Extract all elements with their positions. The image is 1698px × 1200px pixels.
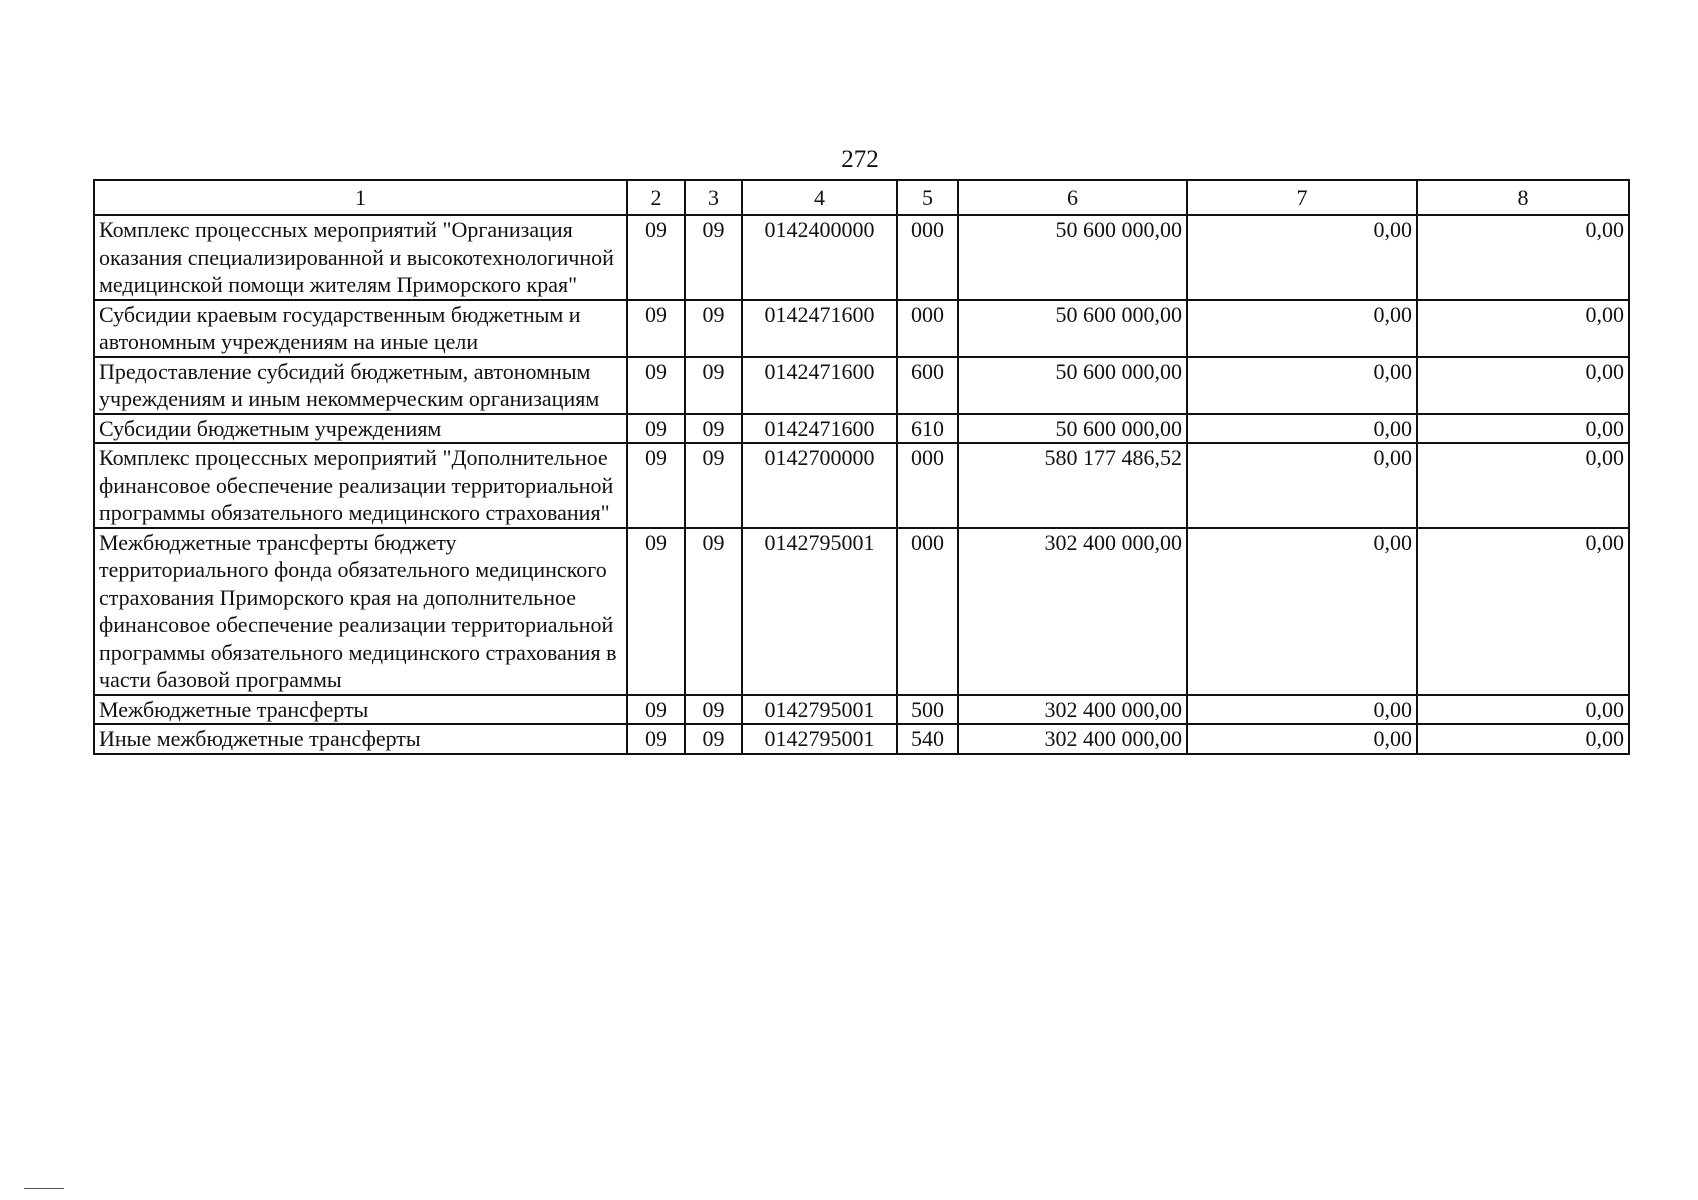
amount-col6: 580 177 486,52 <box>958 443 1187 528</box>
target-article-code: 0142700000 <box>742 443 897 528</box>
table-row <box>94 414 1629 444</box>
subsection-code: 09 <box>685 695 742 725</box>
header-cell: 6 <box>958 180 1187 215</box>
header-cell: 8 <box>1417 180 1629 215</box>
header-row <box>94 180 1629 215</box>
section-code: 09 <box>627 528 685 695</box>
amount-col6: 50 600 000,00 <box>958 300 1187 357</box>
amount-col8: 0,00 <box>1417 443 1629 528</box>
row-name: Межбюджетные трансферты бюджету территориального фонда обязательного медицинского страхования Приморского края на дополнительное финансовое обеспечение реализации территориальной программы обязательного медицинского страхования в части базовой программы <box>94 528 627 695</box>
table-row <box>94 695 1629 725</box>
table-row <box>94 528 1629 695</box>
row-name: Иные межбюджетные трансферты <box>94 724 627 754</box>
table-row <box>94 357 1629 414</box>
amount-col7: 0,00 <box>1187 528 1417 695</box>
expense-type-code: 000 <box>897 528 958 695</box>
row-name: Межбюджетные трансферты <box>94 695 627 725</box>
amount-col8: 0,00 <box>1417 528 1629 695</box>
subsection-code: 09 <box>685 300 742 357</box>
amount-col6: 50 600 000,00 <box>958 215 1187 300</box>
table-row <box>94 443 1629 528</box>
header-cell: 3 <box>685 180 742 215</box>
amount-col8: 0,00 <box>1417 724 1629 754</box>
expense-type-code: 500 <box>897 695 958 725</box>
header-cell: 2 <box>627 180 685 215</box>
table-row <box>94 215 1629 300</box>
subsection-code: 09 <box>685 528 742 695</box>
expense-type-code: 600 <box>897 357 958 414</box>
subsection-code: 09 <box>685 443 742 528</box>
target-article-code: 0142471600 <box>742 357 897 414</box>
amount-col7: 0,00 <box>1187 695 1417 725</box>
row-name: Комплекс процессных мероприятий "Организация оказания специализированной и высокотехнологичной медицинской помощи жителям Приморского края" <box>94 215 627 300</box>
header-cell: 7 <box>1187 180 1417 215</box>
amount-col8: 0,00 <box>1417 357 1629 414</box>
amount-col7: 0,00 <box>1187 443 1417 528</box>
expense-type-code: 540 <box>897 724 958 754</box>
section-code: 09 <box>627 215 685 300</box>
row-name: Субсидии бюджетным учреждениям <box>94 414 627 444</box>
section-code: 09 <box>627 414 685 444</box>
expense-type-code: 610 <box>897 414 958 444</box>
section-code: 09 <box>627 695 685 725</box>
amount-col8: 0,00 <box>1417 695 1629 725</box>
header-cell: 1 <box>94 180 627 215</box>
subsection-code: 09 <box>685 414 742 444</box>
section-code: 09 <box>627 443 685 528</box>
row-name: Субсидии краевым государственным бюджетным и автономным учреждениям на иные цели <box>94 300 627 357</box>
subsection-code: 09 <box>685 215 742 300</box>
section-code: 09 <box>627 357 685 414</box>
target-article-code: 0142471600 <box>742 414 897 444</box>
subsection-code: 09 <box>685 724 742 754</box>
amount-col6: 50 600 000,00 <box>958 414 1187 444</box>
table-row <box>94 724 1629 754</box>
amount-col7: 0,00 <box>1187 357 1417 414</box>
target-article-code: 0142795001 <box>742 528 897 695</box>
amount-col8: 0,00 <box>1417 215 1629 300</box>
subsection-code: 09 <box>685 357 742 414</box>
amount-col6: 302 400 000,00 <box>958 528 1187 695</box>
amount-col8: 0,00 <box>1417 414 1629 444</box>
amount-col6: 50 600 000,00 <box>958 357 1187 414</box>
table-row <box>94 300 1629 357</box>
header-cell: 4 <box>742 180 897 215</box>
amount-col6: 302 400 000,00 <box>958 724 1187 754</box>
budget-table <box>93 179 1630 755</box>
row-name: Предоставление субсидий бюджетным, автономным учреждениям и иным некоммерческим организациям <box>94 357 627 414</box>
amount-col7: 0,00 <box>1187 414 1417 444</box>
amount-col6: 302 400 000,00 <box>958 695 1187 725</box>
amount-col7: 0,00 <box>1187 215 1417 300</box>
target-article-code: 0142795001 <box>742 724 897 754</box>
header-cell: 5 <box>897 180 958 215</box>
scan-mark <box>24 1188 64 1189</box>
expense-type-code: 000 <box>897 443 958 528</box>
section-code: 09 <box>627 724 685 754</box>
section-code: 09 <box>627 300 685 357</box>
row-name: Комплекс процессных мероприятий "Дополнительное финансовое обеспечение реализации территориальной программы обязательного медицинского страхования" <box>94 443 627 528</box>
amount-col7: 0,00 <box>1187 724 1417 754</box>
expense-type-code: 000 <box>897 300 958 357</box>
expense-type-code: 000 <box>897 215 958 300</box>
target-article-code: 0142400000 <box>742 215 897 300</box>
target-article-code: 0142795001 <box>742 695 897 725</box>
amount-col8: 0,00 <box>1417 300 1629 357</box>
target-article-code: 0142471600 <box>742 300 897 357</box>
page-number: 272 <box>841 146 879 173</box>
amount-col7: 0,00 <box>1187 300 1417 357</box>
